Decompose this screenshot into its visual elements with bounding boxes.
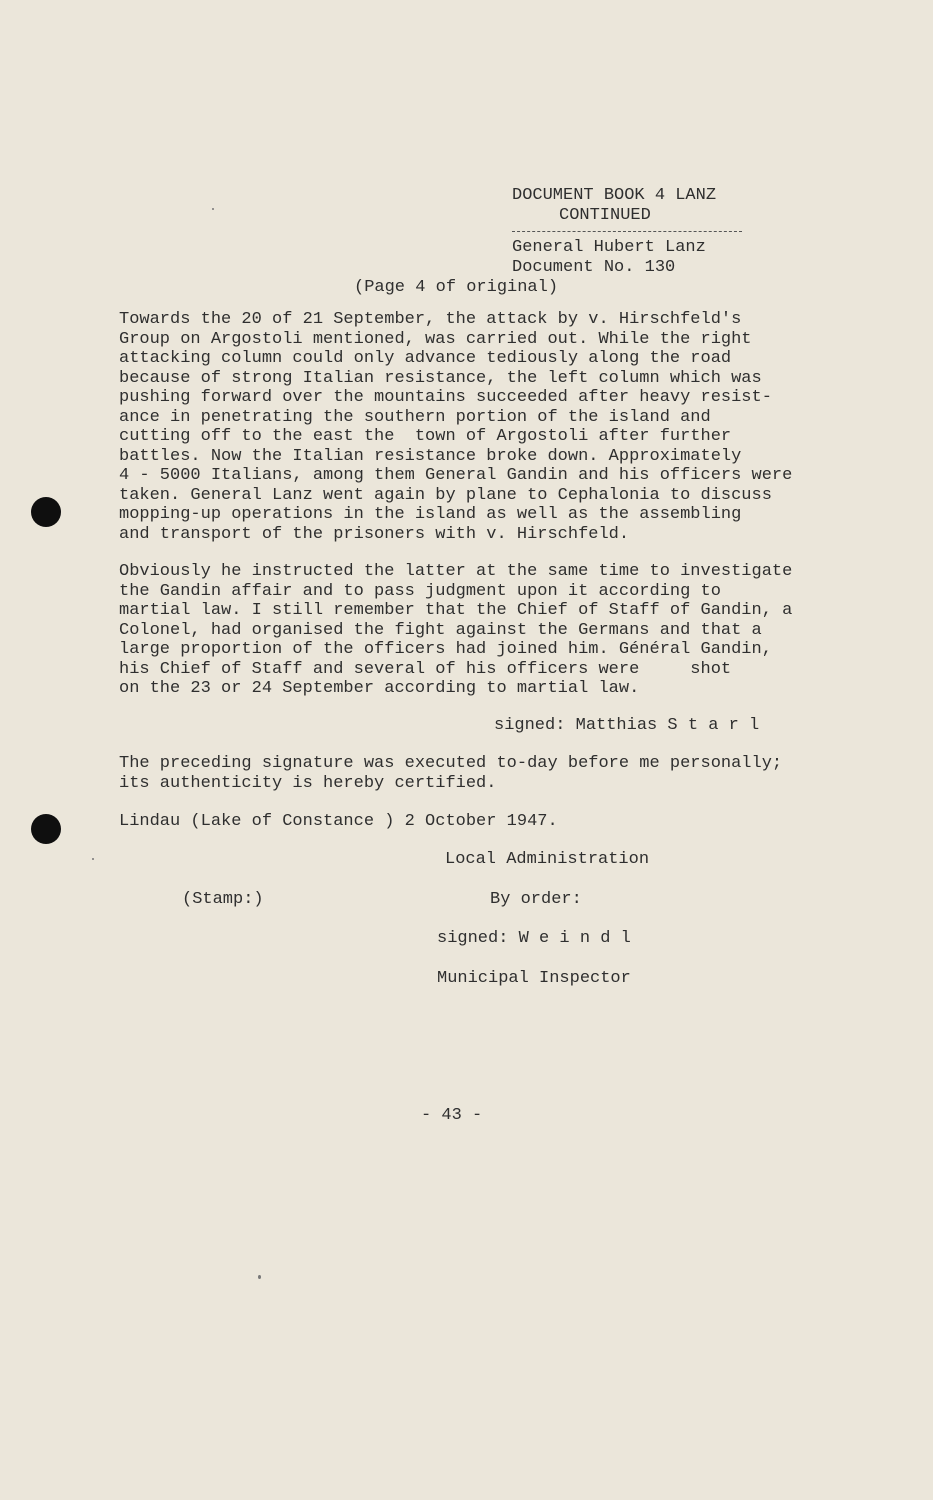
text-line: the Gandin affair and to pass judgment upon it according to	[119, 581, 721, 601]
punch-hole-bottom	[31, 814, 61, 844]
signature-weindl: signed: W e i n d l	[437, 929, 631, 948]
text-line: attacking column could only advance tediously along the road	[119, 349, 732, 368]
text-line: ance in penetrating the southern portion of the island and	[119, 407, 711, 427]
paper-speck	[212, 208, 214, 210]
text-line: mopping-up operations in the island as well as the assembling	[119, 505, 742, 524]
local-administration: Local Administration	[445, 850, 650, 869]
page-reference: (Page 4 of original)	[354, 278, 559, 297]
place-date: Lindau (Lake of Constance ) 2 October 1947.	[119, 812, 558, 831]
text-line: on the 23 or 24 September according to martial law.	[119, 679, 640, 698]
text-line: martial law. I still remember that the Chief of Staff of Gandin, a	[119, 601, 793, 620]
punch-hole-top	[31, 497, 61, 527]
signature-starl: signed: Matthias S t a r l	[494, 716, 760, 735]
text-line: large proportion of the officers had joined him. Général Gandin,	[119, 640, 772, 659]
text-line: his Chief of Staff and several of his officers were shot	[119, 659, 732, 679]
paper-speck	[92, 858, 94, 860]
text-line: cutting off to the east the town of Argostoli after further	[119, 427, 732, 446]
title-divider	[512, 231, 742, 232]
text-line: its authenticity is hereby certified.	[119, 773, 497, 793]
author-line: General Hubert Lanz	[512, 238, 706, 257]
text-line: The preceding signature was executed to-day before me personally;	[119, 754, 783, 773]
continued-label: CONTINUED	[559, 206, 651, 225]
text-line: taken. General Lanz went again by plane to Cephalonia to discuss	[119, 485, 772, 505]
text-line: pushing forward over the mountains succeeded after heavy resist-	[119, 388, 772, 407]
text-line: because of strong Italian resistance, the left column which was	[119, 368, 762, 388]
document-number: Document No. 130	[512, 258, 676, 277]
document-title: DOCUMENT BOOK 4 LANZ	[512, 186, 717, 205]
text-line: 4 - 5000 Italians, among them General Gandin and his officers were	[119, 466, 793, 485]
by-order: By order:	[490, 890, 582, 909]
text-line: Towards the 20 of 21 September, the attack by v. Hirschfeld's	[119, 310, 742, 329]
inspector-title: Municipal Inspector	[437, 969, 631, 988]
text-line: Group on Argostoli mentioned, was carried out. While the right	[119, 329, 752, 349]
paper-speck	[258, 1275, 261, 1279]
page-number: - 43 -	[421, 1106, 483, 1125]
text-line: Obviously he instructed the latter at the same time to investigate	[119, 562, 793, 581]
text-line: Colonel, had organised the fight against the Germans and that a	[119, 620, 762, 640]
text-line: battles. Now the Italian resistance broke down. Approximately	[119, 446, 742, 466]
stamp-label: (Stamp:)	[182, 890, 264, 909]
text-line: and transport of the prisoners with v. Hirschfeld.	[119, 524, 630, 544]
